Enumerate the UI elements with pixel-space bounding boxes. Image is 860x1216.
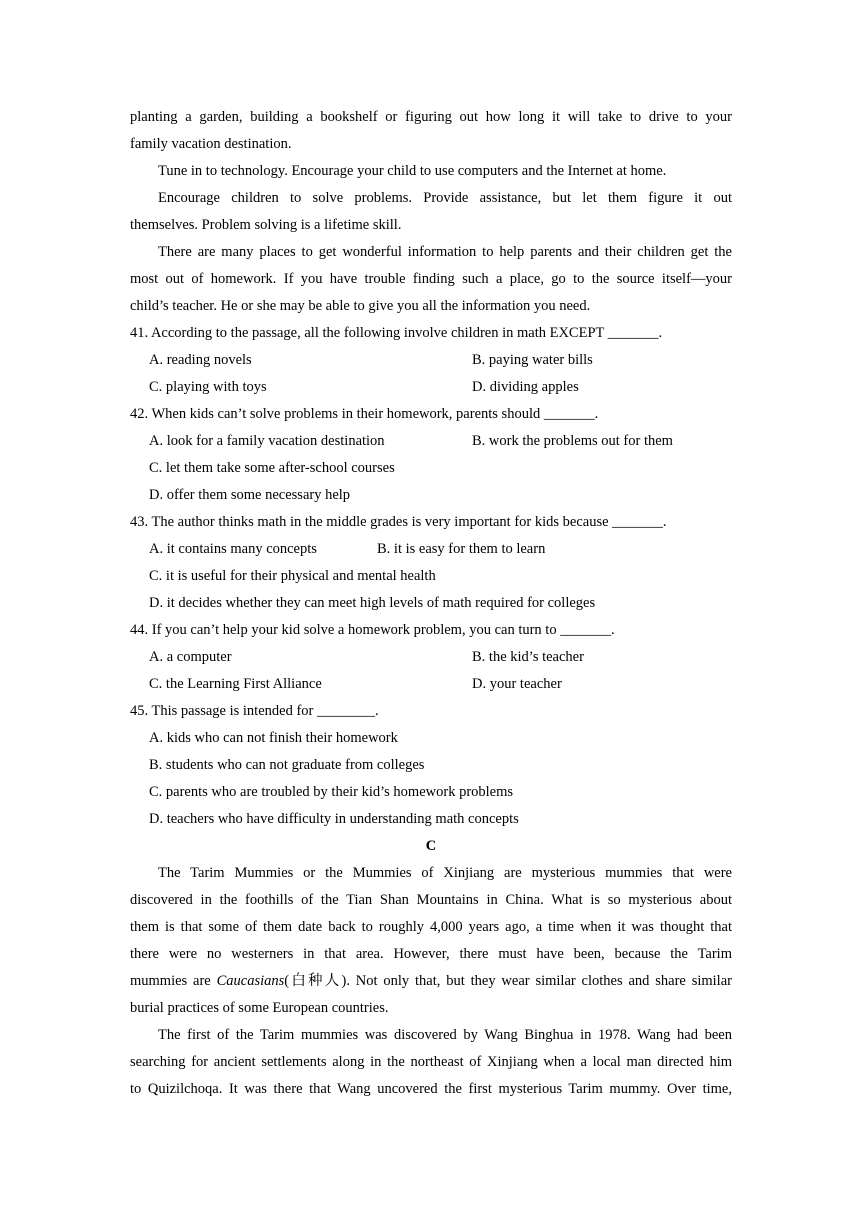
question-45-option-c: C. parents who are troubled by their kid’s homework problems [149,784,514,800]
passage-text-line: them is that some of them date back to roughly 4,000 years ago, a time when it was thought that [130,919,732,935]
passage-text-line: themselves. Problem solving is a lifetime skill. [130,217,402,233]
question-45-option-a: A. kids who can not finish their homework [149,730,398,746]
italic-term: Caucasians [216,973,285,989]
question-43-option-a: A. it contains many concepts [149,541,317,557]
passage-text-line: The Tarim Mummies or the Mummies of Xinjiang are mysterious mummies that were [158,865,732,881]
question-42-option-c: C. let them take some after-school courses [149,460,395,476]
passage-text-line: searching for ancient settlements along in the northeast of Xinjiang when a local man directed him [130,1054,732,1070]
question-43-option-c: C. it is useful for their physical and mental health [149,568,436,584]
passage-text-line: Encourage children to solve problems. Provide assistance, but let them figure it out [158,190,732,206]
question-43-stem: 43. The author thinks math in the middle grades is very important for kids because _______. [130,514,667,530]
question-45-option-b: B. students who can not graduate from colleges [149,757,425,773]
passage-text-line: most out of homework. If you have trouble finding such a place, go to the source itself—your [130,271,732,287]
question-41-stem: 41. According to the passage, all the following involve children in math EXCEPT _______. [130,325,663,341]
question-41-option-b: B. paying water bills [472,352,593,368]
section-heading: C [425,838,437,854]
passage-text-line: There are many places to get wonderful information to help parents and their children get the [158,244,732,260]
question-45-option-d: D. teachers who have difficulty in understanding math concepts [149,811,519,827]
question-44-option-c: C. the Learning First Alliance [149,676,322,692]
question-41-option-d: D. dividing apples [472,379,579,395]
question-45-stem: 45. This passage is intended for ________. [130,703,379,719]
question-41-option-a: A. reading novels [149,352,252,368]
passage-text-line: The first of the Tarim mummies was discovered by Wang Binghua in 1978. Wang had been [158,1027,732,1043]
passage-text-line: family vacation destination. [130,136,292,152]
question-43-option-b: B. it is easy for them to learn [377,541,546,557]
passage-text-line: discovered in the foothills of the Tian Shan Mountains in China. What is so mysterious about [130,892,732,908]
passage-text-line: burial practices of some European countries. [130,1000,389,1016]
question-42-stem: 42. When kids can’t solve problems in their homework, parents should _______. [130,406,599,422]
question-44-option-d: D. your teacher [472,676,562,692]
question-42-option-d: D. offer them some necessary help [149,487,351,503]
question-42-option-a: A. look for a family vacation destination [149,433,385,449]
passage-text-segment: mummies are [130,973,217,989]
question-44-stem: 44. If you can’t help your kid solve a homework problem, you can turn to _______. [130,622,615,638]
passage-text-line: Tune in to technology. Encourage your child to use computers and the Internet at home. [158,163,667,179]
question-44-option-b: B. the kid’s teacher [472,649,584,665]
passage-text-line [130,968,732,995]
passage-text-segment: (白种人). Not only that, but they wear similar clothes and share similar [284,973,732,989]
passage-text-line: there were no westerners in that area. However, there must have been, because the Tarim [130,946,732,962]
question-44-option-a: A. a computer [149,649,232,665]
question-42-option-b: B. work the problems out for them [472,433,673,449]
passage-text-line: child’s teacher. He or she may be able to give you all the information you need. [130,298,591,314]
passage-text-line: planting a garden, building a bookshelf or figuring out how long it will take to drive to your [130,109,732,125]
passage-text-line: to Quizilchoqa. It was there that Wang uncovered the first mysterious Tarim mummy. Over time, [130,1081,732,1097]
question-43-option-d: D. it decides whether they can meet high levels of math required for colleges [149,595,596,611]
question-41-option-c: C. playing with toys [149,379,267,395]
